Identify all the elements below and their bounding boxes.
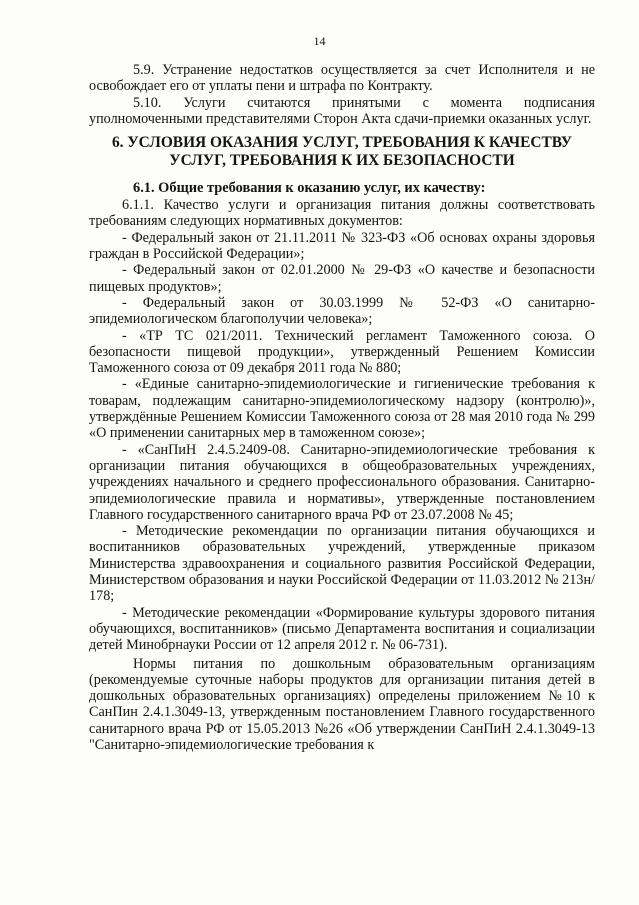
list-item: - «Единые санитарно-эпидемиологические и гигиенические требования к товарам, подлежащим санитарно-эпидемиологическому надзору (контролю)», утверждённые Решением Комиссии Таможенного союза от 28 мая 2010 года № 299 «О применении санитарных мер в таможенном союзе»; xyxy=(89,376,595,442)
section-6-heading: 6. УСЛОВИЯ ОКАЗАНИЯ УСЛУГ, ТРЕБОВАНИЯ К КАЧЕСТВУ УСЛУГ, ТРЕБОВАНИЯ К ИХ БЕЗОПАСНОСТИ xyxy=(111,134,573,170)
paragraph-5-10: 5.10. Услуги считаются принятыми с момента подписания уполномоченными представителями Сторон Акта сдачи-приемки оказанных услуг. xyxy=(89,94,595,127)
list-item: - Методические рекомендации «Формирование культуры здорового питания обучающихся, воспитанников» (письмо Департамента воспитания и социализации детей Минобрнауки России от 12 апреля 2012 г. № 06-731). xyxy=(89,604,595,654)
list-item: - Методические рекомендации по организации питания обучающихся и воспитанников образовательных учреждений, утвержденные приказом Министерства здравоохранения и социального развития Российской Федерации, Министерством образования и науки Российской Федерации от 11.03.2012 № 213н/ 178; xyxy=(89,523,595,605)
list-item: - Федеральный закон от 30.03.1999 № 52-ФЗ «О санитарно-эпидемиологическом благополучии человека»; xyxy=(89,294,595,328)
list-item: - Федеральный закон от 02.01.2000 № 29-ФЗ «О качестве и безопасности пищевых продуктов»; xyxy=(89,262,595,295)
subsection-6-1-heading: 6.1. Общие требования к оказанию услуг, их качеству: xyxy=(133,180,486,197)
list-item: - Федеральный закон от 21.11.2011 № 323-ФЗ «Об основах охраны здоровья граждан в Российской Федерации»; xyxy=(89,229,595,263)
paragraph-norms: Нормы питания по дошкольным образовательным организациям (рекомендуемые суточные наборы продуктов для организации питания детей в дошкольных образовательных организациях) определены приложением №10 к СанПин 2.4.1.3049-13, утвержденным постановлением Главного государственного санитарного врача РФ от 15.05.2013 №26 «Об утверждении СанПиН 2.4.1.3049-13 "Санитарно-эпидемиологические требования к xyxy=(89,655,595,753)
paragraph-5-9: 5.9. Устранение недостатков осуществляется за счет Исполнителя и не освобождает его от уплаты пени и штрафа по Контракту. xyxy=(89,62,595,95)
list-item: - «ТР ТС 021/2011. Технический регламент Таможенного союза. О безопасности пищевой продукции», утвержденный Решением Комиссии Таможенного союза от 09 декабря 2011 года № 880; xyxy=(89,327,595,377)
page-number: 14 xyxy=(313,34,326,48)
list-item: - «СанПиН 2.4.5.2409-08. Санитарно-эпидемиологические требования к организации питания обучающихся в общеобразовательных учреждениях, учреждениях начального и среднего профессионального образования. Санитарно-эпидемиологические правила и нормативы», утвержденные постановлением Главного государственного санитарного врача РФ от 23.07.2008 № 45; xyxy=(89,441,595,523)
paragraph-6-1-1: 6.1.1. Качество услуги и организация питания должны соответствовать требованиям следующих нормативных документов: xyxy=(89,197,595,230)
page-content xyxy=(89,62,595,753)
